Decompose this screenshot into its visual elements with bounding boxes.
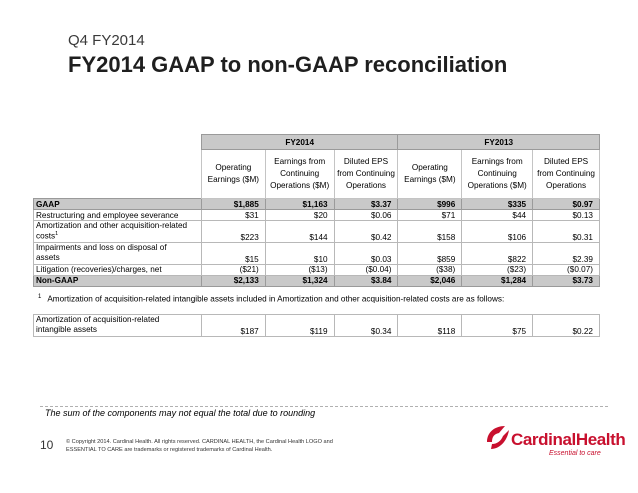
table-cell: $44 <box>462 210 533 221</box>
rounding-note: The sum of the components may not equal the total due to rounding <box>45 408 316 418</box>
table-cell: $31 <box>201 210 265 221</box>
table-cell: $1,885 <box>201 199 265 210</box>
copyright-notice: © Copyright 2014. Cardinal Health. All rights reserved. CARDINAL HEALTH, the Cardinal Health LOGO and ESSENTIAL TO CARE are trademarks or registered trademarks of Cardinal Health. <box>66 439 333 454</box>
row-label: Restructuring and employee severance <box>34 210 202 221</box>
slide-title: FY2014 GAAP to non-GAAP reconciliation <box>68 52 508 77</box>
table-cell: ($0.04) <box>334 264 398 275</box>
table-cell: $2,133 <box>201 275 265 286</box>
table-row <box>34 221 600 243</box>
table-cell: $158 <box>398 221 462 243</box>
table-cell: $3.37 <box>334 199 398 210</box>
footnote-marker: 1 <box>38 294 42 300</box>
table-cell: $1,163 <box>265 199 334 210</box>
table-cell: ($13) <box>265 264 334 275</box>
table-cell: $996 <box>398 199 462 210</box>
table-cell: $1,324 <box>265 275 334 286</box>
table-cell: $0.06 <box>334 210 398 221</box>
table-cell: $0.97 <box>533 199 600 210</box>
header-spacer <box>34 135 202 150</box>
table-row <box>34 243 600 265</box>
table-cell: $1,284 <box>462 275 533 286</box>
footer-divider <box>40 406 608 407</box>
table-cell: $2,046 <box>398 275 462 286</box>
footnote-text: Amortization of acquisition-related intangible assets included in Amortization and other acquisition-related costs are as follows: <box>47 294 505 304</box>
table-cell: $0.34 <box>334 315 398 337</box>
table-cell: $822 <box>462 243 533 265</box>
column-header: Diluted EPS from Continuing Operations <box>533 150 600 199</box>
table-cell: $10 <box>265 243 334 265</box>
table-cell: $144 <box>265 221 334 243</box>
column-header: Diluted EPS from Continuing Operations <box>334 150 398 199</box>
table-cell: $20 <box>265 210 334 221</box>
table-cell: $0.22 <box>533 315 600 337</box>
fy2013-group-header: FY2013 <box>398 135 600 150</box>
table-cell: $0.31 <box>533 221 600 243</box>
table-cell: $335 <box>462 199 533 210</box>
table-cell: $0.13 <box>533 210 600 221</box>
table-cell: $71 <box>398 210 462 221</box>
footnote-reference: 1 <box>55 231 59 238</box>
table-cell: $3.73 <box>533 275 600 286</box>
footnote <box>38 294 504 304</box>
reconciliation-table <box>33 134 600 287</box>
amortization-table <box>33 314 600 337</box>
fy2014-group-header: FY2014 <box>201 135 398 150</box>
table-cell: ($21) <box>201 264 265 275</box>
amortization-row <box>34 315 600 337</box>
table-cell: ($0.07) <box>533 264 600 275</box>
table-cell: $75 <box>462 315 533 337</box>
table-cell: $3.84 <box>334 275 398 286</box>
row-label: Litigation (recoveries)/charges, net <box>34 264 202 275</box>
table-cell: $0.03 <box>334 243 398 265</box>
table-cell: ($38) <box>398 264 462 275</box>
table-cell: ($23) <box>462 264 533 275</box>
row-label: Non-GAAP <box>34 275 202 286</box>
table-cell: $2.39 <box>533 243 600 265</box>
logo-wordmark: CardinalHealth <box>511 430 626 449</box>
table-cell: $118 <box>398 315 462 337</box>
slide-subtitle: Q4 FY2014 <box>68 32 145 49</box>
column-header: Earnings from Continuing Operations ($M) <box>265 150 334 199</box>
cardinal-health-logo <box>483 420 626 470</box>
table-cell: $119 <box>265 315 334 337</box>
table-cell: $859 <box>398 243 462 265</box>
row-label: Amortization and other acquisition-related costs$^1$ <box>34 221 202 243</box>
logo-tagline: Essential to care <box>549 450 601 457</box>
amortization-label: Amortization of acquisition-related intangible assets <box>34 315 202 337</box>
column-header: Operating Earnings ($M) <box>201 150 265 199</box>
column-header: Operating Earnings ($M) <box>398 150 462 199</box>
table-cell: $15 <box>201 243 265 265</box>
row-label: GAAP <box>34 199 202 210</box>
column-header: Earnings from Continuing Operations ($M) <box>462 150 533 199</box>
table-cell: $106 <box>462 221 533 243</box>
page-number: 10 <box>40 438 54 452</box>
table-row <box>34 199 600 210</box>
row-label: Impairments and loss on disposal of assets <box>34 243 202 265</box>
reconciliation-table-body <box>34 199 600 287</box>
cardinal-health-logo-mark-icon <box>483 422 511 452</box>
table-cell: $0.42 <box>334 221 398 243</box>
table-cell: $223 <box>201 221 265 243</box>
table-row <box>34 275 600 286</box>
fiscal-year-header-row <box>34 135 600 150</box>
column-header-row <box>34 150 600 199</box>
header-spacer <box>34 150 202 199</box>
table-row <box>34 264 600 275</box>
table-cell: $187 <box>201 315 265 337</box>
table-row <box>34 210 600 221</box>
